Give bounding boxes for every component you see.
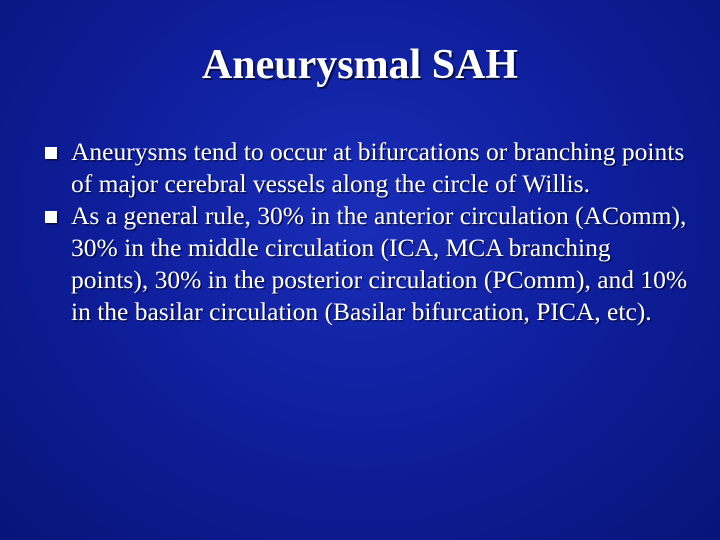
slide-title: Aneurysmal SAH [201,42,519,88]
bullet-text: Aneurysms tend to occur at bifurcations or branching points of major cerebral vessels along the circle of Willis. [71,137,685,198]
bullet-list [42,136,694,328]
bullet-text: As a general rule, 30% in the anterior circulation (AComm), 30% in the middle circulation (ICA, MCA branching points), 30% in the posterior circulation (PComm), and 10% in the basilar circulation (Basilar bifurcation, PICA, etc). [71,201,688,326]
square-bullet-icon [45,211,57,223]
bullet-item [42,136,694,200]
bullet-item [42,200,694,328]
square-bullet-icon [45,147,57,159]
